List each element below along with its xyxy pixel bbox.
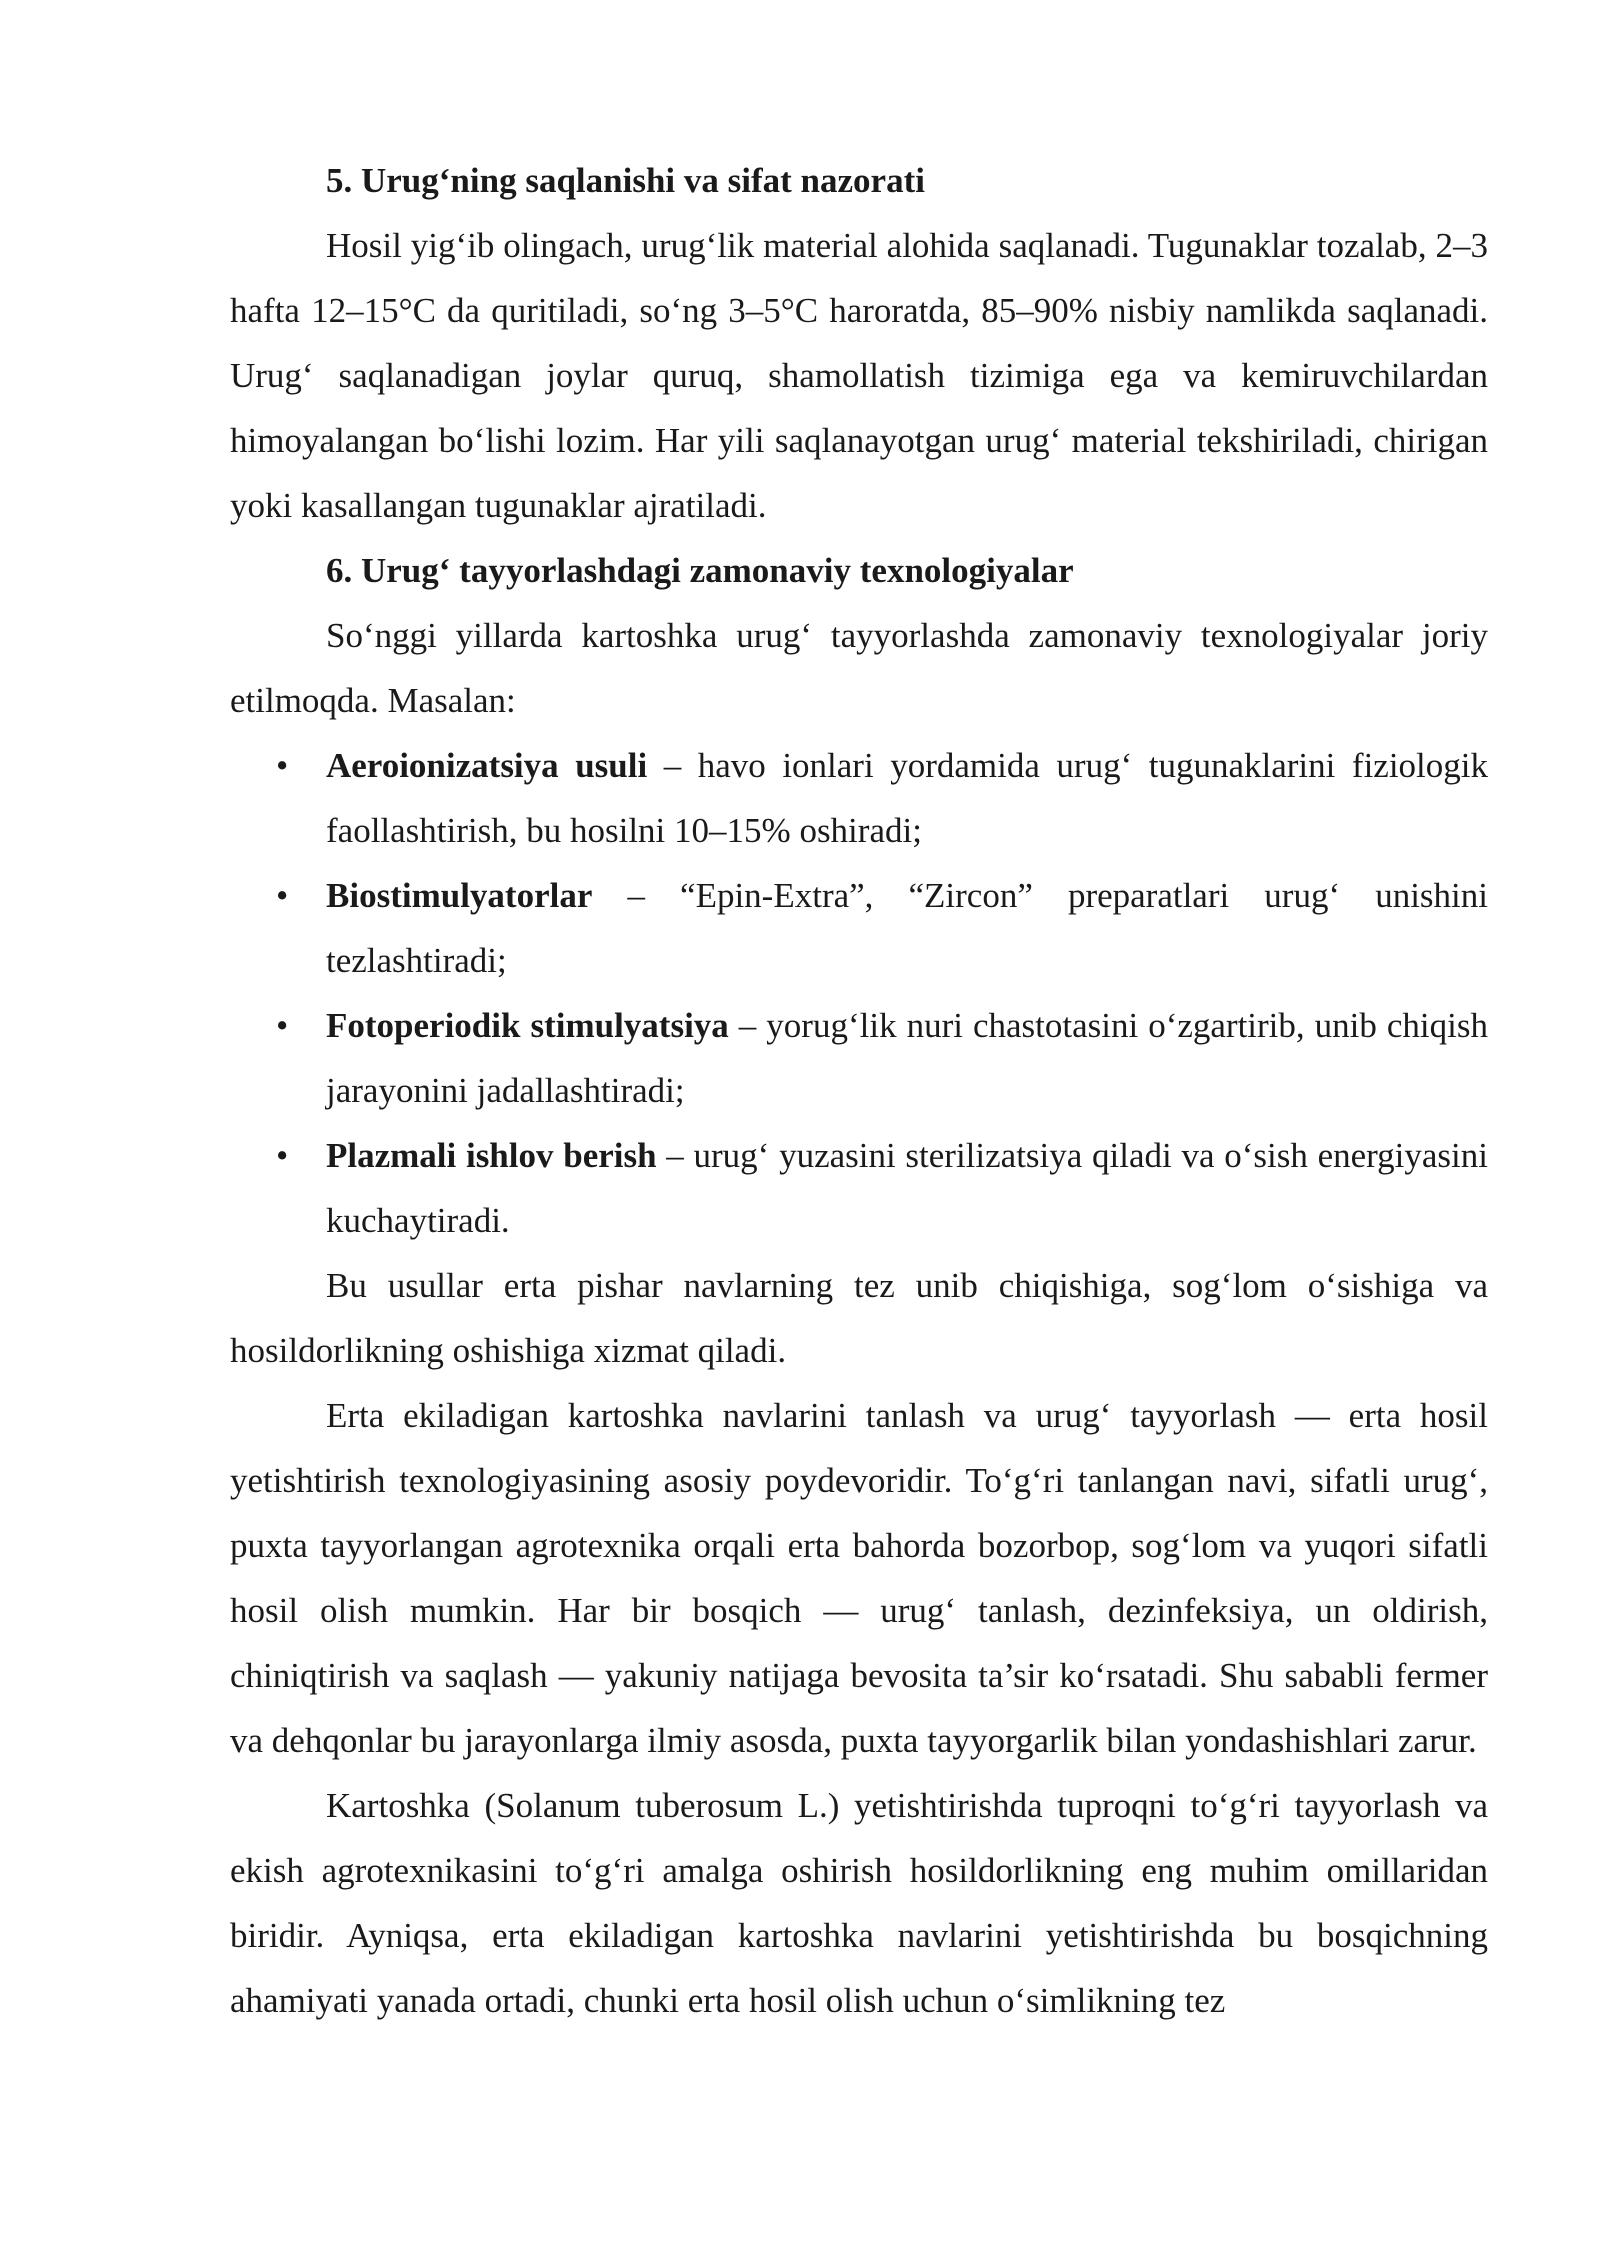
document-page [230,148,1488,2033]
list-item-text: – havo ionlari yordamida urug‘ tugunaklarini fiziologik faollashtirish, bu hosilni 10–15% oshiradi; [326,746,1488,850]
list-item [230,993,1488,1123]
bullet-icon: • [276,876,289,915]
list-item-term: Plazmali ishlov berish [326,1136,657,1175]
list-item [230,863,1488,993]
bullet-icon: • [276,746,289,785]
list-item-text: – “Epin-Extra”, “Zircon” preparatlari urug‘ unishini tezlashtiradi; [326,876,1488,980]
list-item-term: Biostimulyatorlar [326,876,593,915]
list-item-text: – urug‘ yuzasini sterilizatsiya qiladi va o‘sish energiyasini kuchaytiradi. [326,1136,1488,1240]
next-section-intro-paragraph: Kartoshka (Solanum tuberosum L.) yetishtirishda tuproqni to‘g‘ri tayyorlash va ekish agrotexnikasini to‘g‘ri amalga oshirish hosildorlikning eng muhim omillaridan biridir. Ayniqsa, erta ekiladigan kartoshka navlarini yetishtirishda bu bosqichning ahamiyati yanada ortadi, chunki erta hosil olish uchun o‘simlikning tez [230,1786,1488,2020]
section-6-heading: 6. Urug‘ tayyorlashdagi zamonaviy texnologiyalar [326,551,1074,590]
conclusion-paragraph: Erta ekiladigan kartoshka navlarini tanlash va urug‘ tayyorlash — erta hosil yetishtirish texnologiyasining asosiy poydevoridir. To‘g‘ri tanlangan navi, sifatli urug‘, puxta tayyorlangan agrotexnika orqali erta bahorda bozorbop, sog‘lom va yuqori sifatli hosil olish mumkin. Har bir bosqich — urug‘ tanlash, dezinfeksiya, un oldirish, chiniqtirish va saqlash — yakuniy natijaga bevosita ta’sir ko‘rsatadi. Shu sababli fermer va dehqonlar bu jarayonlarga ilmiy asosda, puxta tayyorgarlik bilan yondashishlari zarur. [230,1396,1488,1760]
list-item-term: Aeroionizatsiya usuli [326,746,648,785]
bullet-icon: • [276,1006,289,1045]
section-6-summary: Bu usullar erta pishar navlarning tez unib chiqishiga, sog‘lom o‘sishiga va hosildorlikning oshishiga xizmat qiladi. [230,1266,1488,1370]
list-item [230,1123,1488,1253]
list-item-term: Fotoperiodik stimulyatsiya [326,1006,729,1045]
bullet-icon: • [276,1136,289,1175]
section-6-intro: So‘nggi yillarda kartoshka urug‘ tayyorlashda zamonaviy texnologiyalar joriy etilmoqda. Masalan: [230,616,1488,720]
list-item [230,733,1488,863]
technology-list [230,733,1488,1253]
list-item-text: – yorug‘lik nuri chastotasini o‘zgartirib, unib chiqish jarayonini jadallashtiradi; [326,1006,1488,1110]
section-5-heading: 5. Urug‘ning saqlanishi va sifat nazorati [326,161,925,200]
section-5-paragraph: Hosil yig‘ib olingach, urug‘lik material alohida saqlanadi. Tugunaklar tozalab, 2–3 hafta 12–15°C da quritiladi, so‘ng 3–5°C haroratda, 85–90% nisbiy namlikda saqlanadi. Urug‘ saqlanadigan joylar quruq, shamollatish tizimiga ega va kemiruvchilardan himoyalangan bo‘lishi lozim. Har yili saqlanayotgan urug‘ material tekshiriladi, chirigan yoki kasallangan tugunaklar ajratiladi. [230,226,1488,525]
